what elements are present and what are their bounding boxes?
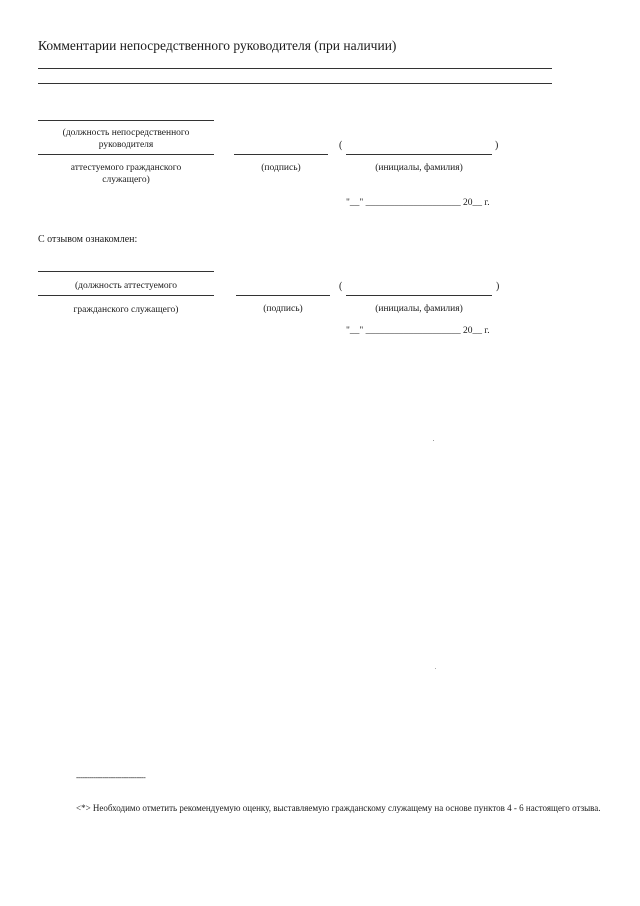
supervisor-close-paren: )	[495, 140, 499, 151]
footnote-text: <*> Необходимо отметить рекомендуемую оценку, выставляемую гражданскому служащему на основе пунктов 4 - 6 настоящего отзыва.	[76, 803, 601, 813]
employee-signature-caption: (подпись)	[263, 304, 303, 314]
employee-close-paren: )	[496, 281, 500, 292]
employee-position-caption-line2: гражданского служащего)	[73, 305, 179, 315]
scan-speck	[433, 440, 434, 441]
supervisor-position-line	[38, 120, 214, 121]
comment-line-1	[38, 68, 552, 69]
employee-name-caption: (инициалы, фамилия)	[375, 304, 463, 314]
supervisor-position-caption-line3: аттестуемого гражданского	[70, 163, 182, 173]
page-title: Комментарии непосредственного руководителя (при наличии)	[38, 38, 397, 53]
supervisor-open-paren: (	[339, 140, 343, 151]
scan-speck	[435, 668, 436, 669]
supervisor-position-caption-line1: (должность непосредственного	[62, 128, 190, 138]
supervisor-signature-caption: (подпись)	[261, 163, 301, 173]
supervisor-name-caption: (инициалы, фамилия)	[375, 163, 463, 173]
employee-date-line: "__" ____________________ 20__ г.	[346, 326, 490, 336]
employee-position-caption-line1: (должность аттестуемого	[74, 281, 178, 291]
supervisor-position-underline	[38, 154, 214, 155]
employee-signature-line	[236, 295, 330, 296]
comment-line-2	[38, 83, 552, 84]
employee-position-underline	[38, 295, 214, 296]
supervisor-position-caption-line4: служащего)	[102, 175, 150, 185]
supervisor-position-caption	[38, 127, 214, 151]
footnote-separator: --------------------------------	[76, 773, 146, 782]
employee-name-line	[346, 295, 492, 296]
supervisor-name-line	[346, 154, 492, 155]
employee-open-paren: (	[339, 281, 343, 292]
supervisor-position-caption-continued	[38, 162, 214, 186]
employee-position-line	[38, 271, 214, 272]
supervisor-position-caption-line2: руководителя	[98, 140, 154, 150]
acknowledgement-label: С отзывом ознакомлен:	[38, 234, 138, 245]
supervisor-signature-line	[234, 154, 328, 155]
supervisor-date-line: "__" ____________________ 20__ г.	[346, 198, 490, 208]
